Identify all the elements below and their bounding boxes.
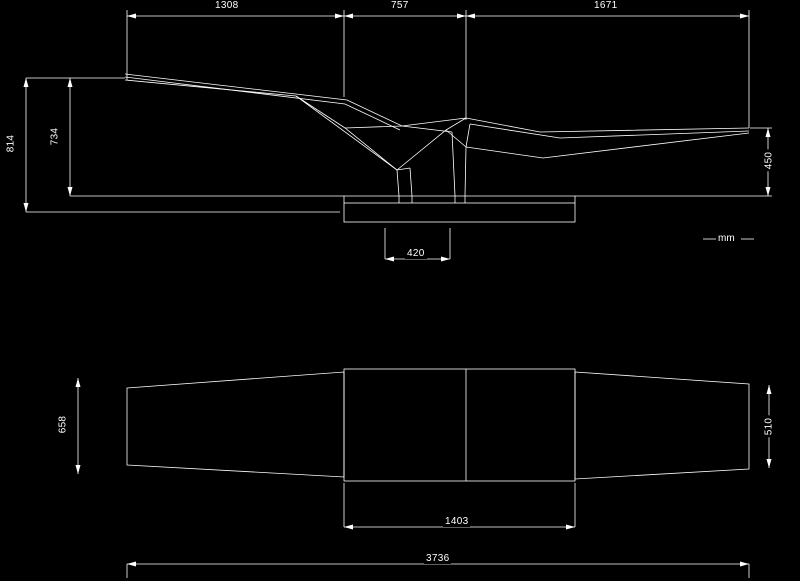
- unit-note: mm: [718, 233, 735, 244]
- dim-label-3736: 3736: [426, 553, 450, 564]
- top-dimension-lines: [127, 14, 749, 19]
- dim-label-814: 814: [5, 134, 17, 153]
- side-elevation-outline: [125, 74, 749, 222]
- dim-label-420: 420: [407, 248, 425, 259]
- dim-label-734: 734: [49, 127, 61, 146]
- dim-label-510: 510: [763, 417, 775, 436]
- dim-label-1671: 1671: [594, 0, 618, 11]
- dim-label-757: 757: [391, 0, 409, 11]
- plan-left-depth-dimension: [76, 378, 81, 474]
- dim-label-1403: 1403: [445, 516, 469, 527]
- right-dimension-lines: [575, 128, 775, 196]
- dim-label-1308: 1308: [215, 0, 239, 11]
- top-plan-outline: [127, 369, 749, 481]
- dim-label-450: 450: [763, 151, 775, 170]
- dim-label-658: 658: [57, 415, 69, 434]
- top-extension-lines: [127, 10, 749, 128]
